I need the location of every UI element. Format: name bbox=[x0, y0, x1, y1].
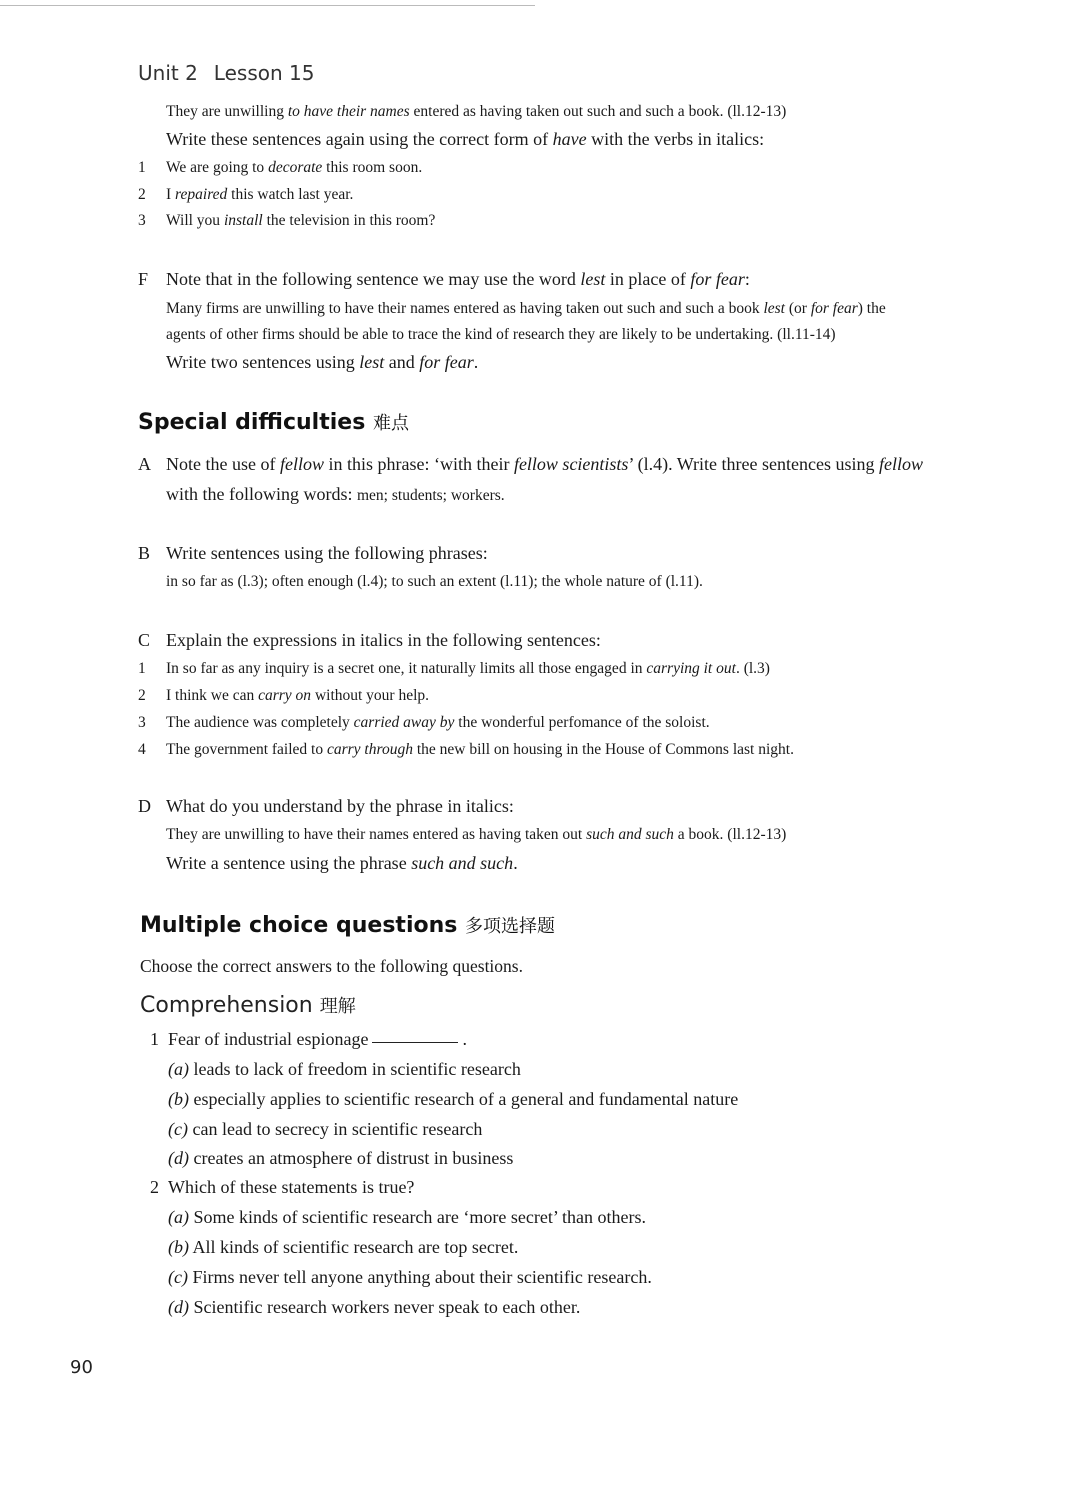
question-1-option: (d) creates an atmosphere of distrust in business bbox=[168, 1148, 514, 1168]
section-heading-multiple-choice: Multiple choice questions 多项选择题 bbox=[140, 913, 556, 938]
special-d-line-3: Write a sentence using the phrase such and such. bbox=[166, 853, 518, 873]
exercise-e-item: 1 We are going to decorate this room soon. bbox=[138, 159, 423, 176]
question-2-option: (a) Some kinds of scientific research are ‘more secret’ than others. bbox=[168, 1207, 646, 1227]
exercise-f-task: Write two sentences using lest and for fear. bbox=[166, 352, 479, 372]
exercise-e-item: 2 I repaired this watch last year. bbox=[138, 186, 354, 203]
mcq-instruction: Choose the correct answers to the following questions. bbox=[140, 956, 523, 976]
question-2-option: (b) All kinds of scientific research are top secret. bbox=[168, 1237, 519, 1257]
unit-label: Unit 2 bbox=[138, 61, 198, 85]
lesson-label: Lesson 15 bbox=[213, 61, 315, 85]
top-rule bbox=[0, 5, 535, 6]
running-header bbox=[138, 61, 314, 85]
exercise-f-example-line-1: Many firms are unwilling to have their names entered as having taken out such and such a book lest (or for fear) the bbox=[166, 300, 886, 317]
special-c-item: 4 The government failed to carry through the new bill on housing in the House of Commons last night. bbox=[138, 741, 794, 758]
subheading-comprehension: Comprehension 理解 bbox=[140, 993, 356, 1018]
question-1-option: (a) leads to lack of freedom in scientific research bbox=[168, 1059, 521, 1079]
question-2-stem: 2 Which of these statements is true? bbox=[150, 1177, 415, 1197]
exercise-e-example: They are unwilling to have their names entered as having taken out such and such a book. (ll.12-13) bbox=[166, 103, 787, 120]
answer-blank bbox=[372, 1042, 458, 1043]
exercise-f-example-line-2: agents of other firms should be able to trace the kind of research they are likely to be undertaking. (ll.11-14) bbox=[166, 326, 836, 343]
special-c-item: 3 The audience was completely carried away by the wonderful perfomance of the soloist. bbox=[138, 714, 710, 731]
special-c-line-1: C Explain the expressions in italics in the following sentences: bbox=[138, 630, 601, 650]
question-1-stem: 1 Fear of industrial espionage . bbox=[150, 1029, 467, 1049]
question-1-option: (b) especially applies to scientific research of a general and fundamental nature bbox=[168, 1089, 739, 1109]
special-b-line-1: B Write sentences using the following phrases: bbox=[138, 543, 488, 563]
special-d-line-1: D What do you understand by the phrase in italics: bbox=[138, 796, 514, 816]
special-c-item: 2 I think we can carry on without your help. bbox=[138, 687, 430, 704]
special-c-item: 1 In so far as any inquiry is a secret one, it naturally limits all those engaged in carrying it out. (l.3) bbox=[138, 660, 770, 677]
exercise-e-instruction: Write these sentences again using the correct form of have with the verbs in italics: bbox=[166, 129, 765, 149]
page-number: 90 bbox=[70, 1357, 93, 1378]
special-b-line-2: in so far as (l.3); often enough (l.4); to such an extent (l.11); the whole nature of (l.11). bbox=[166, 573, 703, 590]
exercise-e-item: 3 Will you install the television in this room? bbox=[138, 212, 436, 229]
section-heading-special-difficulties: Special difficulties 难点 bbox=[138, 410, 409, 435]
question-2-option: (d) Scientific research workers never speak to each other. bbox=[168, 1297, 581, 1317]
special-d-line-2: They are unwilling to have their names entered as having taken out such and such a book. (ll.12-13) bbox=[166, 826, 787, 843]
special-a-line-2: with the following words: men; students; workers. bbox=[166, 484, 505, 504]
special-a-line-1: A Note the use of fellow in this phrase: ‘with their fellow scientists’ (l.4). Write three sentences using fellow bbox=[138, 454, 923, 474]
question-1-option: (c) can lead to secrecy in scientific research bbox=[168, 1119, 483, 1139]
question-2-option: (c) Firms never tell anyone anything about their scientific research. bbox=[168, 1267, 652, 1287]
exercise-f-intro: F Note that in the following sentence we may use the word lest in place of for fear: bbox=[138, 269, 750, 289]
